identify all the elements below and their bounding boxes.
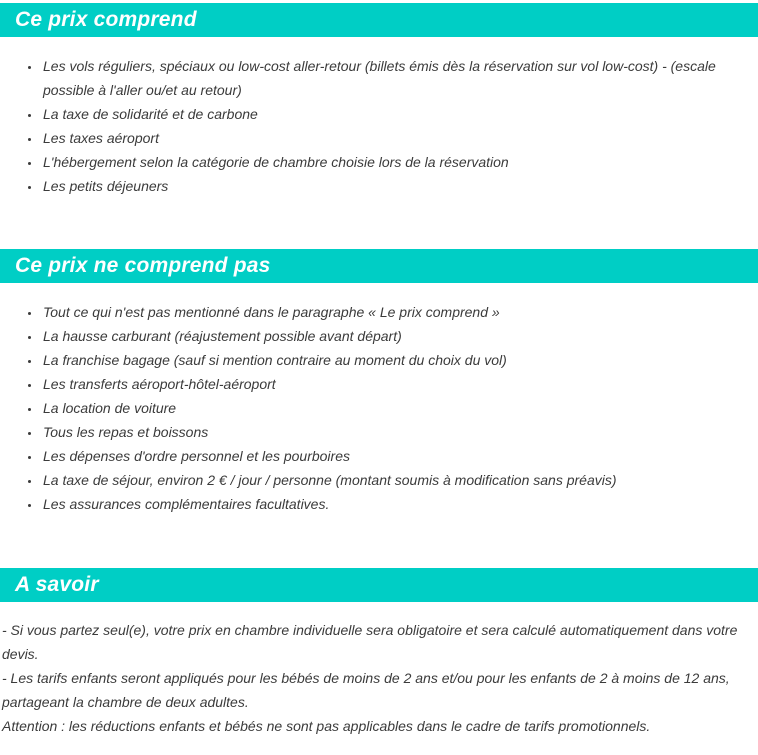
list-item: • La taxe de séjour, environ 2 € / jour / personne (montant soumis à modification sans préavis) <box>41 468 746 492</box>
paragraph: Attention : les réductions enfants et bébés ne sont pas applicables dans le cadre de tarifs promotionnels. <box>2 718 651 734</box>
list-item: • La location de voiture <box>41 396 746 420</box>
list-item: • La franchise bagage (sauf si mention contraire au moment du choix du vol) <box>41 348 746 372</box>
list-item: • Tout ce qui n'est pas mentionné dans le paragraphe « Le prix comprend » <box>41 300 746 324</box>
list-item: • Les petits déjeuners <box>41 174 746 198</box>
list-item: • Les taxes aéroport <box>41 126 746 150</box>
section-header-price-includes: Ce prix comprend <box>0 3 758 37</box>
list-item: • Les assurances complémentaires facultatives. <box>41 492 746 516</box>
to-know-paragraphs <box>0 618 758 752</box>
list-item: • La hausse carburant (réajustement possible avant départ) <box>41 324 746 348</box>
section-header-to-know: A savoir <box>0 568 758 602</box>
list-item: • Les vols réguliers, spéciaux ou low-cost aller-retour (billets émis dès la réservation sur vol low-cost) - (escale possible à l'aller ou/et au retour) <box>41 54 746 102</box>
list-item: • Tous les repas et boissons <box>41 420 746 444</box>
paragraph: - Les tarifs enfants seront appliqués pour les bébés de moins de 2 ans et/ou pour les enfants de 2 à moins de 12 ans, partageant la chambre de deux adultes. <box>2 670 730 710</box>
list-item: • L'hébergement selon la catégorie de chambre choisie lors de la réservation <box>41 150 746 174</box>
list-item: • Les dépenses d'ordre personnel et les pourboires <box>41 444 746 468</box>
price-not-includes-list <box>0 300 758 516</box>
section-header-price-not-includes: Ce prix ne comprend pas <box>0 249 758 283</box>
list-item: • La taxe de solidarité et de carbone <box>41 102 746 126</box>
price-includes-list <box>0 54 758 198</box>
paragraph: - Si vous partez seul(e), votre prix en chambre individuelle sera obligatoire et sera calculé automatiquement dans votre devis. <box>2 622 738 662</box>
list-item: • Les transferts aéroport-hôtel-aéroport <box>41 372 746 396</box>
